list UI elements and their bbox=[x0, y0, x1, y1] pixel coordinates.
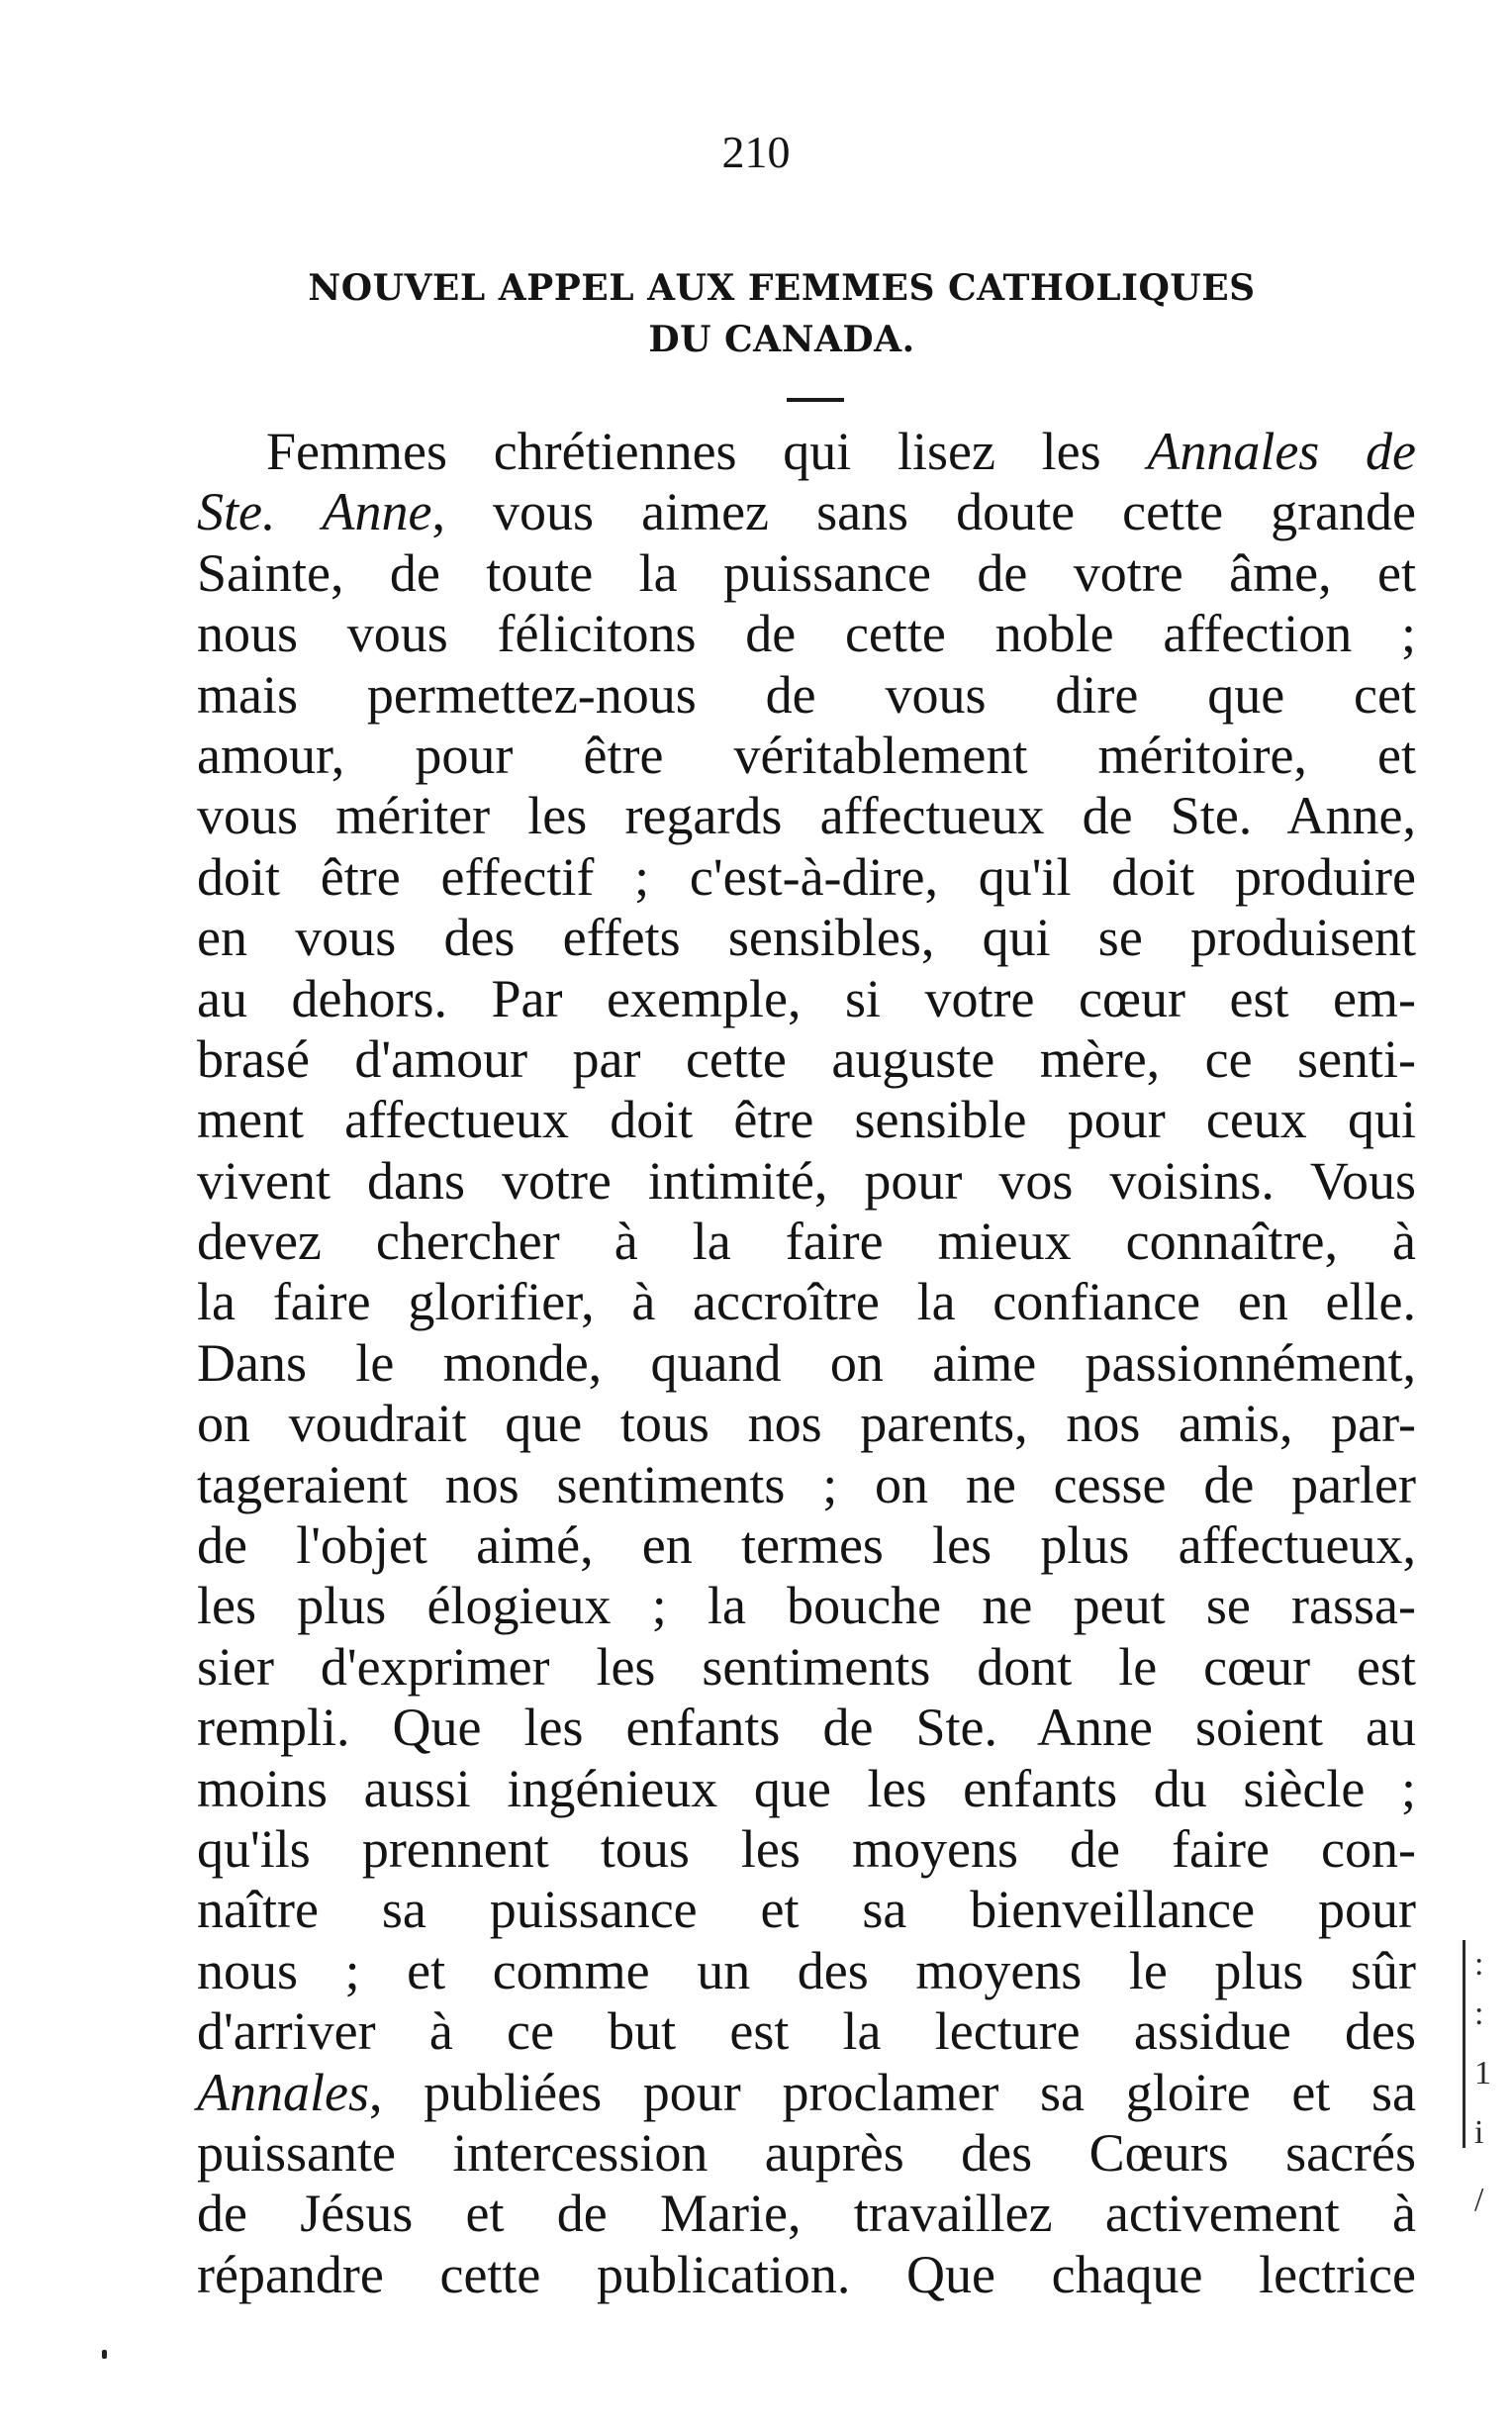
text-line: en vous des effets sensibles, qui se produisent bbox=[197, 908, 1416, 968]
text-line: amour, pour être véritablement méritoire, et bbox=[197, 725, 1416, 785]
title-divider bbox=[787, 398, 844, 402]
margin-mark: 1 bbox=[1474, 2055, 1491, 2091]
text-line: nous ; et comme un des moyens le plus sûr bbox=[197, 1940, 1416, 2000]
text-line: Annales, publiées pour proclamer sa gloire et sa bbox=[197, 2062, 1416, 2122]
margin-mark: / bbox=[1474, 2182, 1484, 2218]
text-line: Dans le monde, quand on aime passionnément, bbox=[197, 1332, 1416, 1393]
text-line: d'arriver à ce but est la lecture assidue des bbox=[197, 2001, 1416, 2062]
text-line: brasé d'amour par cette auguste mère, ce senti- bbox=[197, 1028, 1416, 1089]
article-title-line-2: DU CANADA. bbox=[648, 319, 915, 360]
text-line: vivent dans votre intimité, pour vos voisins. Vous bbox=[197, 1150, 1416, 1211]
text-line: Sainte, de toute la puissance de votre âme, et bbox=[197, 542, 1416, 603]
text-line: tageraient nos sentiments ; on ne cesse de parler bbox=[197, 1454, 1416, 1514]
ink-speck bbox=[102, 2350, 107, 2359]
margin-mark: : bbox=[1474, 1946, 1484, 1983]
margin-mark: i bbox=[1474, 2114, 1484, 2151]
text-line: doit être effectif ; c'est-à-dire, qu'il doit produire bbox=[197, 846, 1416, 907]
text-line: de l'objet aimé, en termes les plus affectueux, bbox=[197, 1515, 1416, 1576]
text-line: Femmes chrétiennes qui lisez les Annales de bbox=[266, 422, 1416, 481]
text-line: ment affectueux doit être sensible pour ceux qui bbox=[197, 1090, 1416, 1150]
text-line: de Jésus et de Marie, travaillez activement à bbox=[197, 2184, 1416, 2244]
text-line: répandre cette publication. Que chaque lectrice bbox=[197, 2244, 1416, 2304]
text-line: rempli. Que les enfants de Ste. Anne soient au bbox=[197, 1698, 1416, 1758]
margin-annotation bbox=[1463, 1940, 1502, 2237]
article-body bbox=[197, 422, 1416, 2305]
text-line: sier d'exprimer les sentiments dont le cœur est bbox=[197, 1636, 1416, 1697]
text-line: les plus élogieux ; la bouche ne peut se rassa- bbox=[197, 1576, 1416, 1636]
text-line: nous vous félicitons de cette noble affection ; bbox=[197, 604, 1416, 664]
text-line: Ste. Anne, vous aimez sans doute cette grande bbox=[197, 482, 1416, 542]
text-line: devez chercher à la faire mieux connaître, à bbox=[197, 1212, 1416, 1272]
text-line: on voudrait que tous nos parents, nos amis, par- bbox=[197, 1394, 1416, 1454]
text-line: au dehors. Par exemple, si votre cœur est em- bbox=[197, 968, 1416, 1028]
margin-line bbox=[1463, 1940, 1465, 2148]
text-line: mais permettez-nous de vous dire que cet bbox=[197, 664, 1416, 725]
page-number: 210 bbox=[721, 127, 791, 177]
text-line: puissante intercession auprès des Cœurs sacrés bbox=[197, 2122, 1416, 2183]
text-line: qu'ils prennent tous les moyens de faire con- bbox=[197, 1818, 1416, 1879]
text-line: vous mériter les regards affectueux de Ste. Anne, bbox=[197, 786, 1416, 846]
article-title-line-1: NOUVEL APPEL AUX FEMMES CATHOLIQUES bbox=[308, 267, 1256, 309]
text-line: la faire glorifier, à accroître la confiance en elle. bbox=[197, 1272, 1416, 1332]
text-line: moins aussi ingénieux que les enfants du siècle ; bbox=[197, 1758, 1416, 1818]
margin-mark: : bbox=[1474, 1995, 1484, 2032]
text-line: naître sa puissance et sa bienveillance pour bbox=[197, 1880, 1416, 1940]
